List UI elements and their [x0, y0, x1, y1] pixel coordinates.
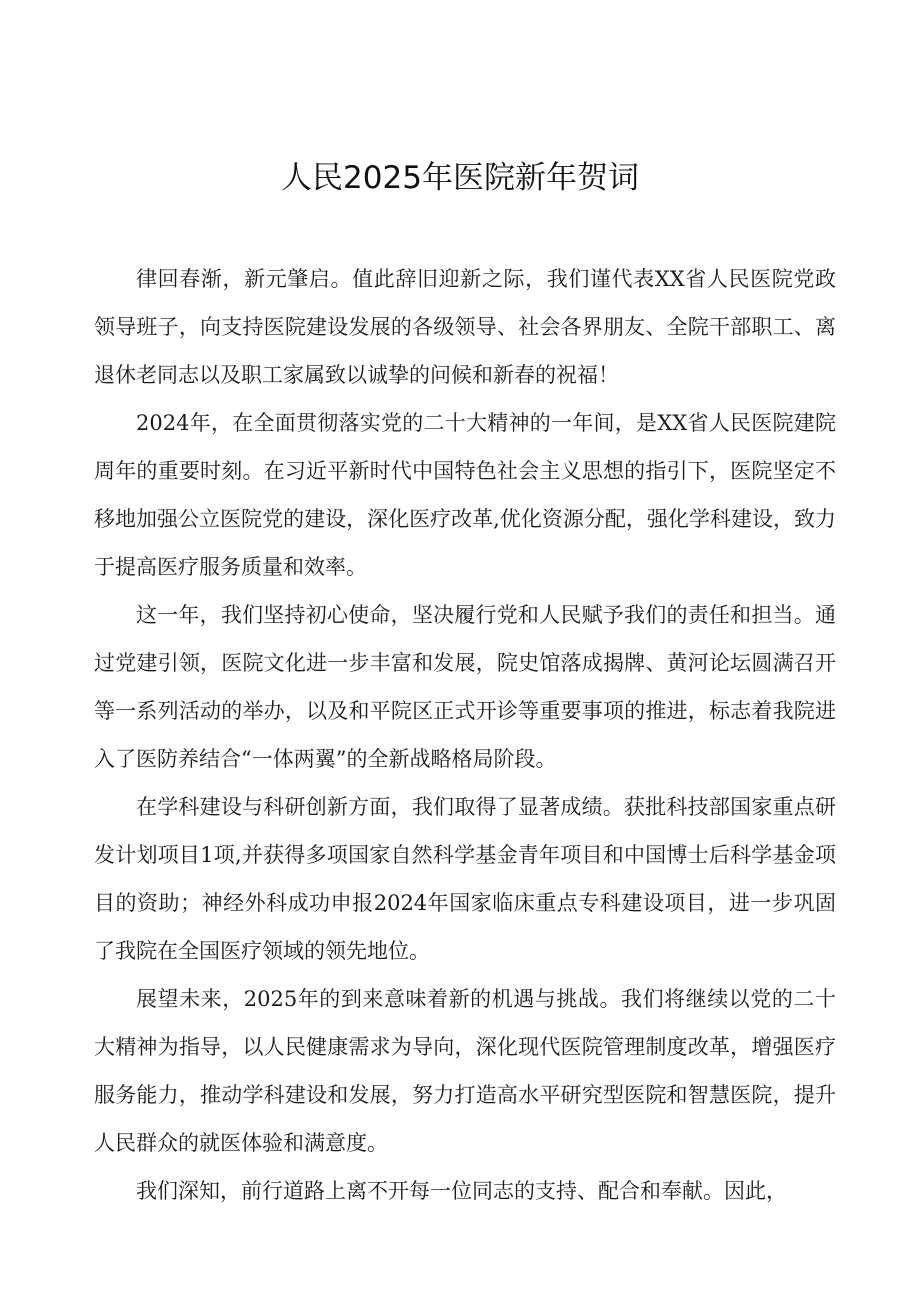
paragraph-outlook: 展望未来，2025年的到来意味着新的机遇与挑战。我们将继续以党的二十大精神为指导，以人民健康需求为导向，深化现代医院管理制度改革，增强医疗服务能力，推动学科建设和发展，努力打造高水平研究型医院和智慧医院，提升人民群众的就医体验和满意度。	[94, 987, 836, 1155]
paragraph-2024-review: 2024年，在全面贯彻落实党的二十大精神的一年间，是XX省人民医院建院周年的重要时刻。在习近平新时代中国特色社会主义思想的指引下，医院坚定不移地加强公立医院党的建设，深化医疗改革,优化资源分配，强化学科建设，致力于提高医疗服务质量和效率。	[94, 411, 836, 579]
paragraph-closing: 我们深知，前行道路上离不开每一位同志的支持、配合和奉献。因此，	[136, 1179, 787, 1203]
document-body	[94, 255, 836, 1215]
paragraph-greeting: 律回春渐，新元肇启。值此辞旧迎新之际，我们谨代表XX省人民医院党政领导班子，向支持医院建设发展的各级领导、社会各界朋友、全院干部职工、离退休老同志以及职工家属致以诚挚的问候和新春的祝福！	[94, 267, 836, 387]
document-title: 人民2025年医院新年贺词	[281, 160, 639, 196]
paragraph-research: 在学科建设与科研创新方面，我们取得了显著成绩。获批科技部国家重点研发计划项目1项,并获得多项国家自然科学基金青年项目和中国博士后科学基金项目的资助；神经外科成功申报2024年国家临床重点专科建设项目，进一步巩固了我院在全国医疗领域的领先地位。	[94, 795, 836, 963]
paragraph-mission: 这一年，我们坚持初心使命，坚决履行党和人民赋予我们的责任和担当。通过党建引领，医院文化进一步丰富和发展，院史馆落成揭牌、黄河论坛圆满召开等一系列活动的举办，以及和平院区正式开诊等重要事项的推进，标志着我院进入了医防养结合“一体两翼”的全新战略格局阶段。	[94, 603, 836, 771]
